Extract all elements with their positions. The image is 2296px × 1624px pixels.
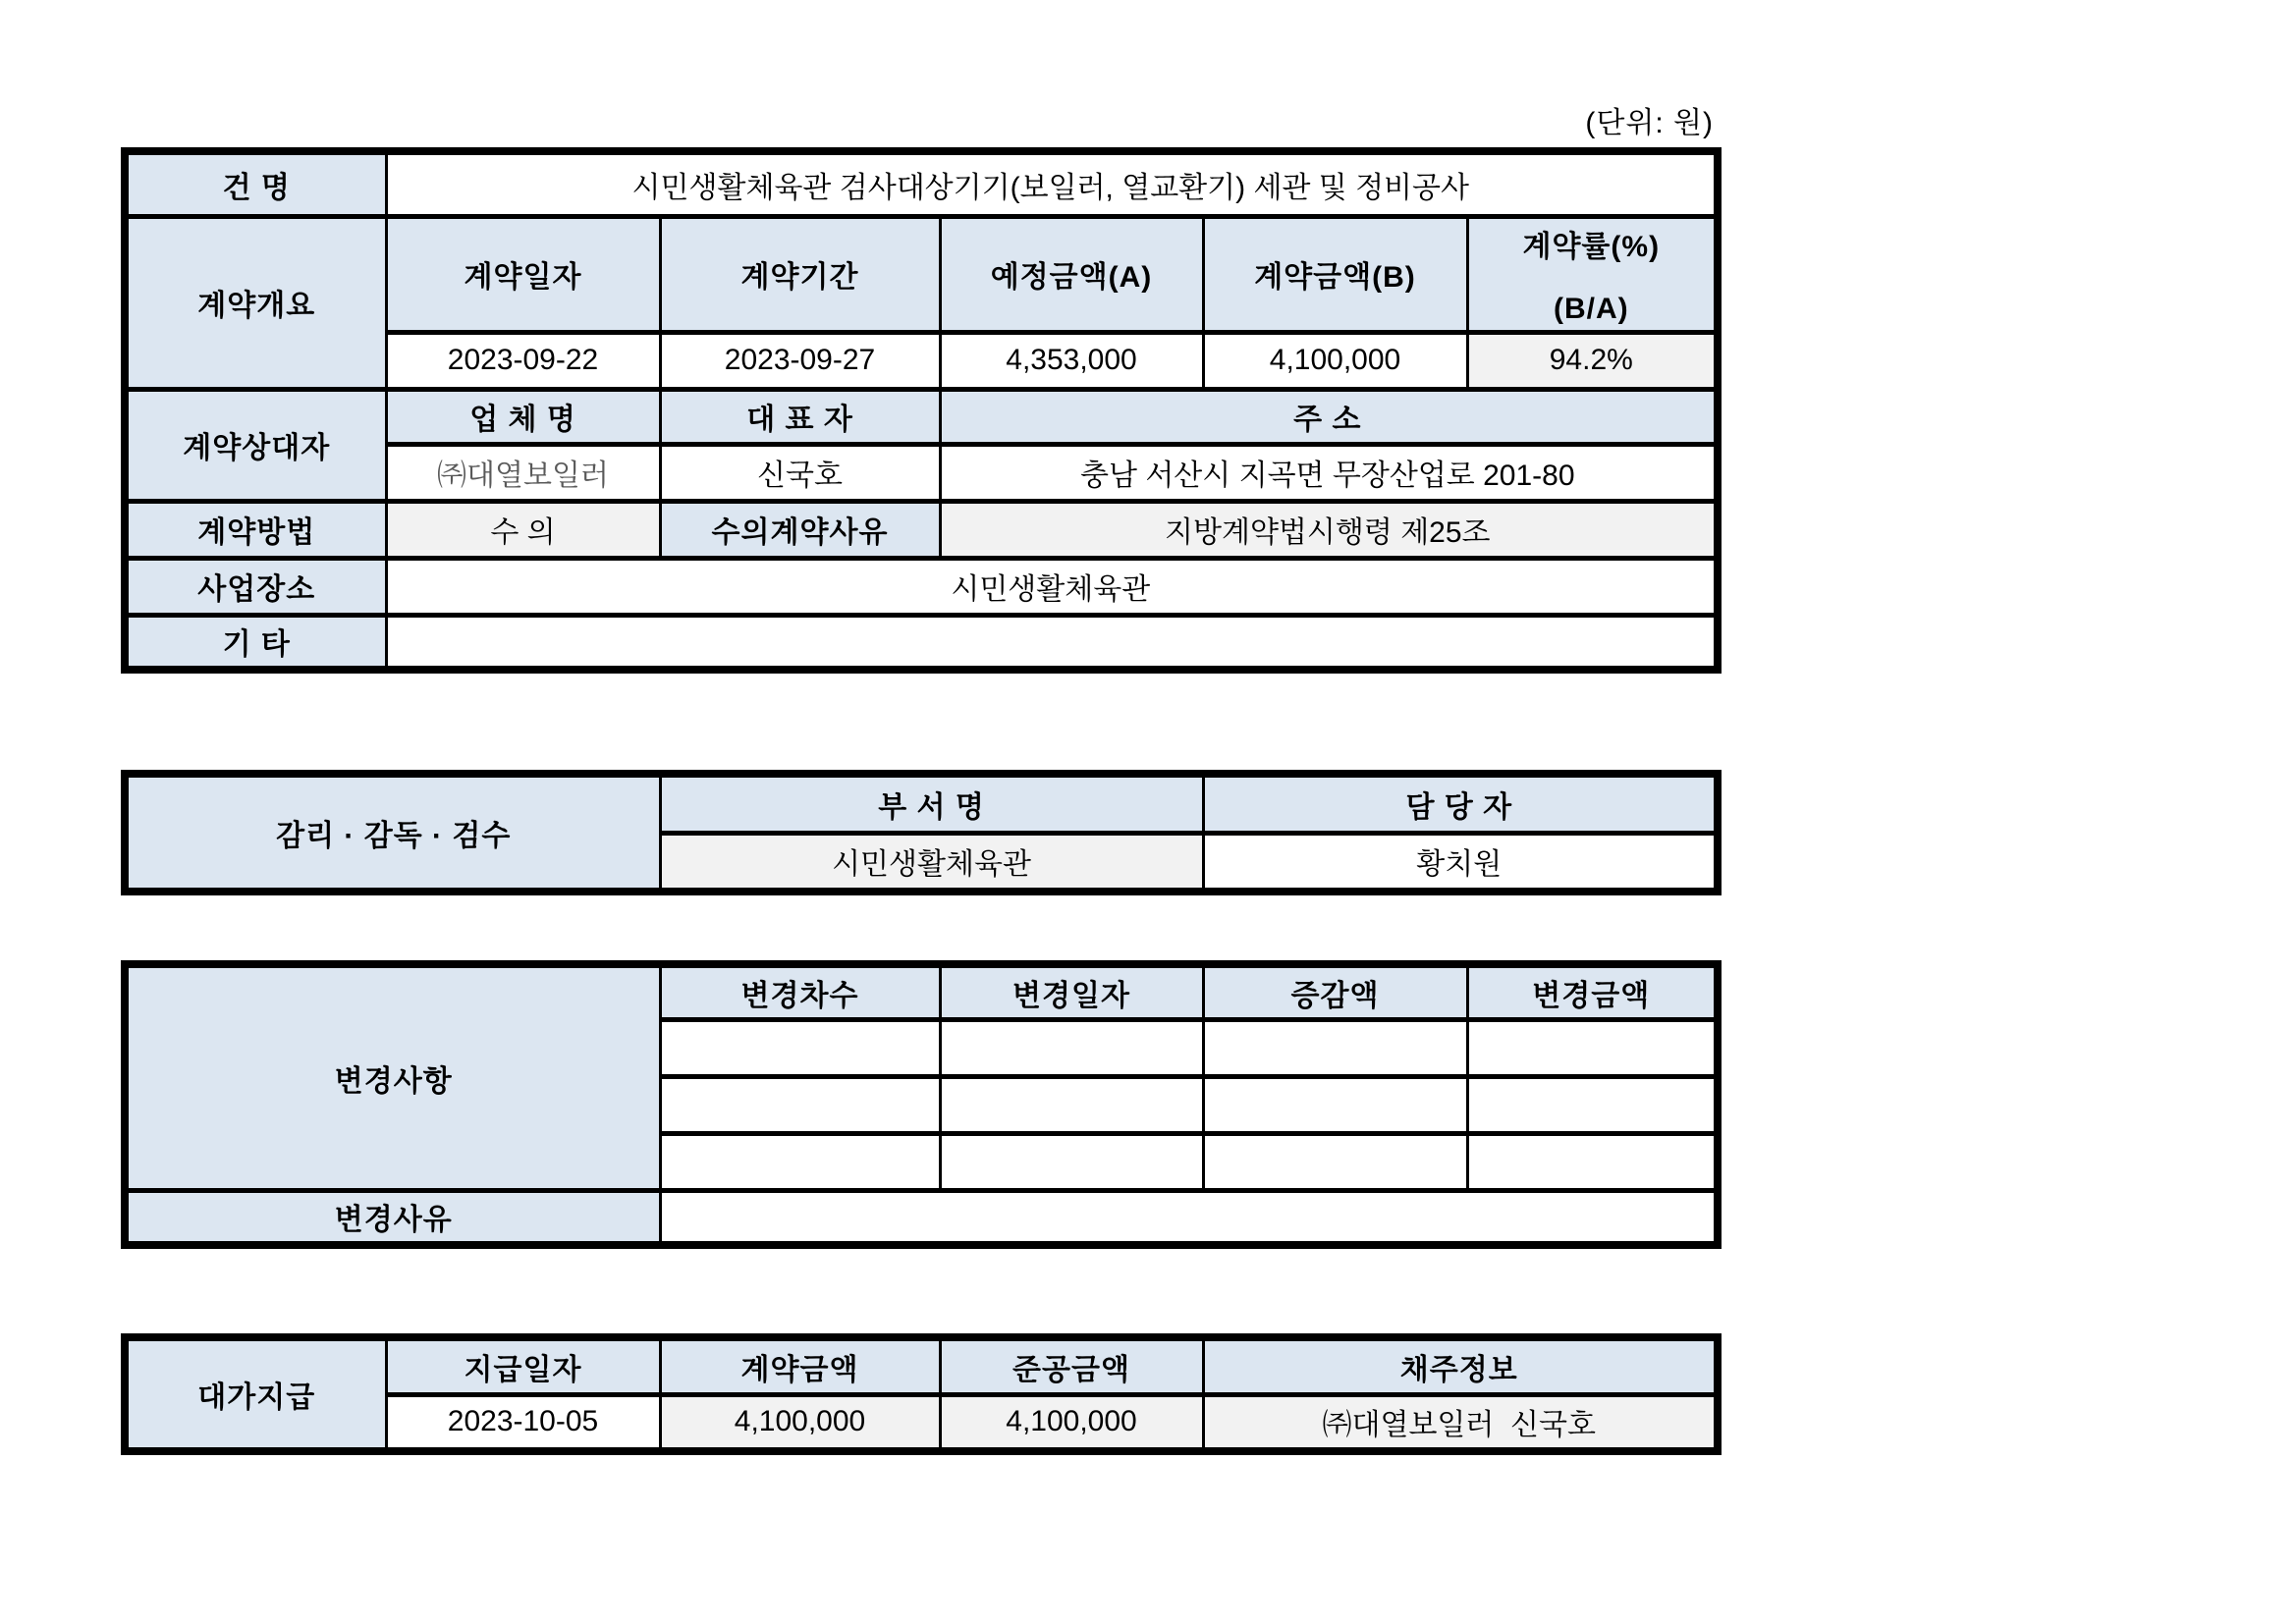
site-value: 시민생활체육관 [386, 558, 1718, 615]
change-round-cell [660, 1133, 940, 1190]
ceo-header: 대 표 자 [660, 389, 940, 444]
department-header: 부 서 명 [660, 774, 1203, 833]
method-value: 수 의 [386, 501, 660, 558]
company-value: ㈜대열보일러 [386, 444, 660, 501]
change-date-cell [940, 1133, 1203, 1190]
contract-rate-header [1467, 216, 1718, 332]
contract-rate-value: 94.2% [1467, 332, 1718, 389]
payment-contract-amount-header: 계약금액 [660, 1337, 940, 1394]
site-label: 사업장소 [125, 558, 386, 615]
change-delta-cell [1203, 1133, 1467, 1190]
contract-summary-table [121, 147, 1722, 674]
change-amount-header: 변경금액 [1467, 964, 1718, 1019]
change-amount-cell [1467, 1076, 1718, 1133]
changes-table [121, 960, 1722, 1249]
method-reason-value: 지방계약법시행령 제25조 [940, 501, 1718, 558]
change-delta-header: 증감액 [1203, 964, 1467, 1019]
change-amount-cell [1467, 1133, 1718, 1190]
unit-note: (단위: 원) [1585, 107, 1714, 139]
contract-period-header: 계약기간 [660, 216, 940, 332]
change-date-cell [940, 1019, 1203, 1076]
manager-value: 황치원 [1203, 833, 1718, 892]
payment-date-value: 2023-10-05 [386, 1394, 660, 1451]
payment-completion-amount-value: 4,100,000 [940, 1394, 1203, 1451]
payment-contract-amount-value: 4,100,000 [660, 1394, 940, 1451]
department-value: 시민생활체육관 [660, 833, 1203, 892]
supervision-table [121, 770, 1722, 895]
change-reason-value [660, 1190, 1718, 1245]
contract-date-value: 2023-09-22 [386, 332, 660, 389]
etc-label: 기 타 [125, 615, 386, 670]
change-date-cell [940, 1076, 1203, 1133]
planned-amount-value: 4,353,000 [940, 332, 1203, 389]
method-label: 계약방법 [125, 501, 386, 558]
case-name-value: 시민생활체육관 검사대상기기(보일러, 열교환기) 세관 및 정비공사 [386, 151, 1718, 216]
overview-label: 계약개요 [125, 216, 386, 389]
change-reason-label: 변경사유 [125, 1190, 660, 1245]
contract-amount-header: 계약금액(B) [1203, 216, 1467, 332]
planned-amount-header: 예정금액(A) [940, 216, 1203, 332]
contract-rate-header-line2: (B/A) [1553, 293, 1629, 325]
contract-amount-value: 4,100,000 [1203, 332, 1467, 389]
change-round-cell [660, 1076, 940, 1133]
address-value: 충남 서산시 지곡면 무장산업로 201-80 [940, 444, 1718, 501]
payment-label: 대가지급 [125, 1337, 386, 1451]
payment-table [121, 1333, 1722, 1455]
payment-date-header: 지급일자 [386, 1337, 660, 1394]
payment-completion-amount-header: 준공금액 [940, 1337, 1203, 1394]
changes-label: 변경사항 [125, 964, 660, 1190]
method-reason-label: 수의계약사유 [660, 501, 940, 558]
change-delta-cell [1203, 1076, 1467, 1133]
address-header: 주 소 [940, 389, 1718, 444]
change-round-header: 변경차수 [660, 964, 940, 1019]
change-delta-cell [1203, 1019, 1467, 1076]
contract-rate-header-line1: 계약률(%) [1522, 231, 1661, 263]
creditor-info-value: ㈜대열보일러 신국호 [1203, 1394, 1718, 1451]
party-label: 계약상대자 [125, 389, 386, 501]
change-round-cell [660, 1019, 940, 1076]
manager-header: 담 당 자 [1203, 774, 1718, 833]
change-date-header: 변경일자 [940, 964, 1203, 1019]
supervision-label: 감리 · 감독 · 검수 [125, 774, 660, 892]
creditor-info-header: 채주정보 [1203, 1337, 1718, 1394]
case-name-label: 건 명 [125, 151, 386, 216]
contract-period-value: 2023-09-27 [660, 332, 940, 389]
ceo-value: 신국호 [660, 444, 940, 501]
contract-date-header: 계약일자 [386, 216, 660, 332]
change-amount-cell [1467, 1019, 1718, 1076]
company-header: 업 체 명 [386, 389, 660, 444]
etc-value [386, 615, 1718, 670]
